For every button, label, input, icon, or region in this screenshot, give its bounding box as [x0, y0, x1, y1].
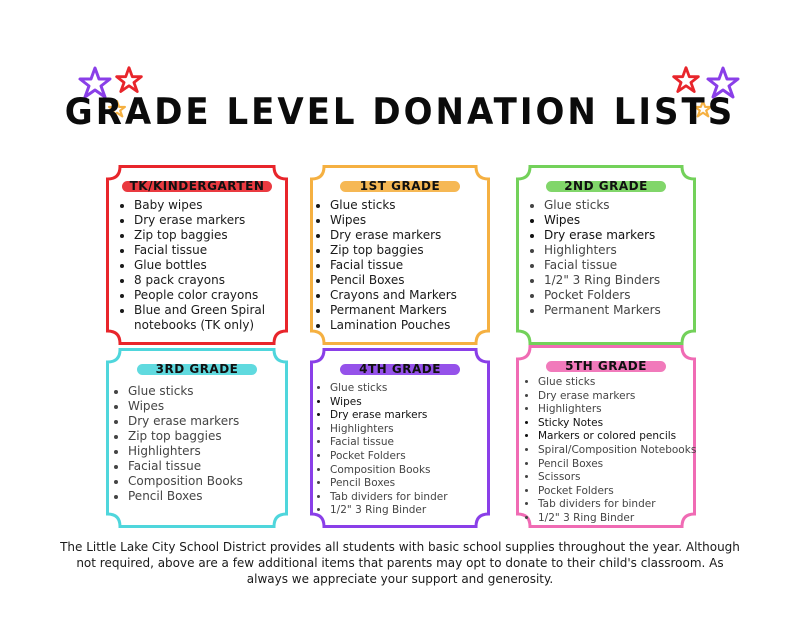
list-item: • Glue sticks — [128, 384, 298, 399]
list-item: • Dry erase markers — [128, 414, 298, 429]
list-item: • Baby wipes — [134, 198, 299, 213]
list-item: • Highlighters — [544, 243, 709, 258]
list-item: • 8 pack crayons — [134, 273, 299, 288]
list-item: • Markers or colored pencils — [538, 430, 710, 444]
card-2nd-grade — [516, 165, 696, 345]
list-item: • Facial tissue — [330, 436, 500, 450]
list-item: • Dry erase markers — [330, 409, 500, 423]
footer-note: The Little Lake City School District provides all students with basic school supplies throughout the year. Although not required, above are a few additional items that parents may opt to donate to their child's classroom. As always we appreciate your support and generosity. — [60, 540, 740, 586]
list-item: • Dry erase markers — [544, 228, 709, 243]
card-heading: 5TH GRADE — [516, 355, 696, 374]
item-list — [308, 382, 500, 518]
list-item: • Zip top baggies — [128, 429, 298, 444]
list-item: • Facial tissue — [544, 258, 709, 273]
list-item: • Dry erase markers — [330, 228, 500, 243]
item-list — [106, 384, 298, 504]
card-5th-grade — [516, 345, 696, 528]
list-item: • Tab dividers for binder — [538, 498, 710, 512]
list-item: • Composition Books — [128, 474, 298, 489]
list-item: • Facial tissue — [330, 258, 500, 273]
card-3rd-grade — [106, 348, 288, 528]
card-heading: 1ST GRADE — [310, 175, 490, 194]
list-item: • Lamination Pouches — [330, 318, 500, 333]
list-item: • Crayons and Markers — [330, 288, 500, 303]
list-item: • Pocket Folders — [330, 450, 500, 464]
list-item: • Glue bottles — [134, 258, 299, 273]
list-item: • Composition Books — [330, 464, 500, 478]
list-item: • Blue and Green Spiral notebooks (TK only) — [134, 303, 299, 333]
item-list — [516, 376, 710, 526]
list-item: • Pencil Boxes — [128, 489, 298, 504]
list-item: • Pencil Boxes — [538, 458, 710, 472]
card-heading: 2ND GRADE — [516, 175, 696, 194]
list-item: • Glue sticks — [544, 198, 709, 213]
list-item: • 1/2" 3 Ring Binder — [538, 512, 710, 526]
list-item: • Glue sticks — [330, 198, 500, 213]
list-item: • Dry erase markers — [538, 390, 710, 404]
list-item: • Spiral/Composition Notebooks — [538, 444, 710, 458]
list-item: • Wipes — [330, 396, 500, 410]
card-4th-grade — [310, 348, 490, 528]
list-item: • Permanent Markers — [544, 303, 709, 318]
card-heading: 4TH GRADE — [310, 358, 490, 377]
card-heading: 3RD GRADE — [106, 358, 288, 377]
list-item: • Facial tissue — [134, 243, 299, 258]
list-item: • Wipes — [128, 399, 298, 414]
list-item: • Highlighters — [538, 403, 710, 417]
card-heading: TK/KINDERGARTEN — [106, 175, 288, 194]
page-title: GRADE LEVEL DONATION LISTS — [64, 90, 736, 134]
list-item: • Glue sticks — [330, 382, 500, 396]
list-item: • Highlighters — [330, 423, 500, 437]
card-1st-grade — [310, 165, 490, 345]
list-item: • Pocket Folders — [538, 485, 710, 499]
list-item: • Glue sticks — [538, 376, 710, 390]
list-item: • Highlighters — [128, 444, 298, 459]
list-item: • Scissors — [538, 471, 710, 485]
list-item: • Permanent Markers — [330, 303, 500, 318]
list-item: • Pocket Folders — [544, 288, 709, 303]
list-item: • Tab dividers for binder — [330, 491, 500, 505]
list-item: • Pencil Boxes — [330, 477, 500, 491]
item-list — [112, 198, 299, 333]
list-item: • Zip top baggies — [134, 228, 299, 243]
item-list — [308, 198, 500, 333]
list-item: • Wipes — [330, 213, 500, 228]
list-item: • Wipes — [544, 213, 709, 228]
list-item: • 1/2" 3 Ring Binder — [330, 504, 500, 518]
card-tk-kindergarten — [106, 165, 288, 345]
list-item: • Zip top baggies — [330, 243, 500, 258]
list-item: • Facial tissue — [128, 459, 298, 474]
list-item: • 1/2" 3 Ring Binders — [544, 273, 709, 288]
list-item: • Pencil Boxes — [330, 273, 500, 288]
item-list — [522, 198, 709, 318]
list-item: • People color crayons — [134, 288, 299, 303]
list-item: • Dry erase markers — [134, 213, 299, 228]
list-item: • Sticky Notes — [538, 417, 710, 431]
